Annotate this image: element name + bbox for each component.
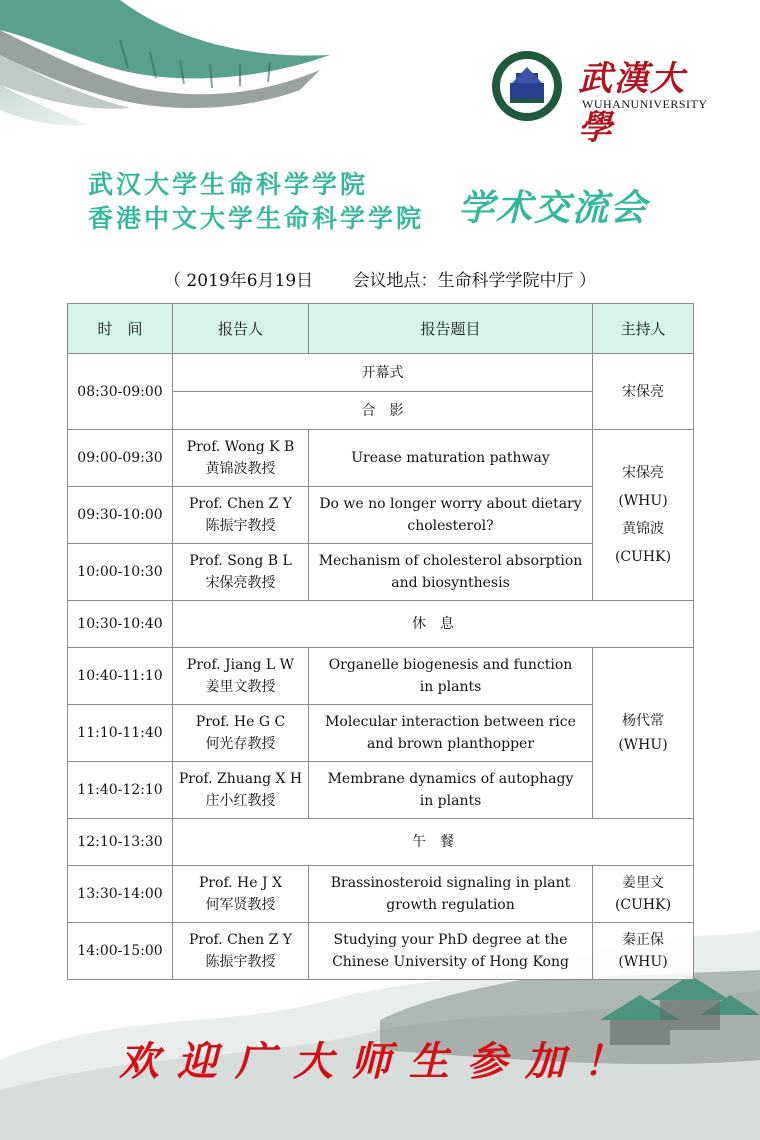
host-name: 杨代常 xyxy=(622,713,664,729)
time-cell: 10:30-10:40 xyxy=(68,601,173,648)
host-name: 秦正保 xyxy=(622,932,664,948)
speaker-en: Prof. Chen Z Y xyxy=(188,932,293,948)
header-speaker: 报告人 xyxy=(173,304,309,354)
header-host: 主持人 xyxy=(593,304,694,354)
time-cell: 09:00-09:30 xyxy=(68,430,173,487)
table-row xyxy=(68,819,694,866)
speaker-en: Prof. He G C xyxy=(195,714,286,730)
table-row xyxy=(68,923,694,980)
host-affiliation: (WHU) xyxy=(618,493,668,509)
topic-line: Membrane dynamics of autophagy xyxy=(327,771,574,787)
university-name-chinese: 武漢大學 xyxy=(578,59,686,148)
topic-cell xyxy=(309,705,593,762)
host-cell xyxy=(593,923,694,980)
lunch-cell: 午 餐 xyxy=(173,819,694,866)
time-cell: 10:00-10:30 xyxy=(68,544,173,601)
topic-line: cholesterol? xyxy=(407,518,494,534)
host-affiliation: (CUHK) xyxy=(614,549,672,565)
topic-cell xyxy=(309,487,593,544)
topic-cell xyxy=(309,923,593,980)
speaker-cn: 何光存教授 xyxy=(205,736,276,752)
topic-line: in plants xyxy=(419,793,482,809)
time-cell: 09:30-10:00 xyxy=(68,487,173,544)
time-cell: 11:10-11:40 xyxy=(68,705,173,762)
time-cell: 08:30-09:00 xyxy=(68,354,173,430)
topic-line: and biosynthesis xyxy=(391,575,510,591)
time-cell: 10:40-11:10 xyxy=(68,648,173,705)
topic-line: Mechanism of cholesterol absorption xyxy=(318,553,583,569)
topic-line: Urease maturation pathway xyxy=(351,450,550,466)
speaker-en: Prof. Chen Z Y xyxy=(188,496,293,512)
speaker-cell xyxy=(173,923,309,980)
group-photo-cell: 合 影 xyxy=(173,392,593,430)
speaker-cn: 陈振宇教授 xyxy=(205,954,276,970)
university-seal-icon xyxy=(490,49,564,123)
table-row xyxy=(68,866,694,923)
topic-line: in plants xyxy=(419,679,482,695)
date-venue-line xyxy=(0,266,760,291)
organizers-title xyxy=(88,168,448,236)
speaker-cn: 黄锦波教授 xyxy=(205,461,276,477)
host-affiliation: (WHU) xyxy=(618,954,668,970)
host-cell xyxy=(593,648,694,819)
host-affiliation: (WHU) xyxy=(618,737,668,753)
table-row xyxy=(68,601,694,648)
speaker-cn: 陈振宇教授 xyxy=(205,518,276,534)
wuhan-university-logo xyxy=(490,45,720,148)
roof-eave-illustration xyxy=(0,0,330,150)
table-row xyxy=(68,430,694,487)
speaker-cell xyxy=(173,705,309,762)
speaker-cell xyxy=(173,866,309,923)
table-row xyxy=(68,648,694,705)
speaker-cell xyxy=(173,487,309,544)
host-name: 宋保亮 xyxy=(622,465,664,481)
event-date: （ 2019年6月19日 xyxy=(164,271,314,291)
time-cell: 11:40-12:10 xyxy=(68,762,173,819)
break-cell: 休 息 xyxy=(173,601,694,648)
time-cell: 13:30-14:00 xyxy=(68,866,173,923)
speaker-en: Prof. Wong K B xyxy=(186,439,295,455)
table-header-row xyxy=(68,304,694,354)
organizer-cuhk: 香港中文大学生命科学学院 xyxy=(88,204,425,233)
host-cell: 宋保亮 xyxy=(593,354,694,430)
organizer-whu: 武汉大学生命科学学院 xyxy=(88,170,369,199)
topic-cell xyxy=(309,648,593,705)
speaker-en: Prof. Song B L xyxy=(189,553,292,569)
topic-line: Molecular interaction between rice xyxy=(325,714,576,730)
host-name: 姜里文 xyxy=(622,875,664,891)
welcome-slogan: 欢迎广大师生参加！ xyxy=(119,1039,641,1085)
speaker-en: Prof. Jiang L W xyxy=(186,657,295,673)
speaker-cn: 庄小红教授 xyxy=(205,793,276,809)
topic-line: growth regulation xyxy=(386,897,515,913)
topic-cell xyxy=(309,430,593,487)
opening-ceremony-cell: 开幕式 xyxy=(173,354,593,392)
topic-cell xyxy=(309,762,593,819)
topic-line: Chinese University of Hong Kong xyxy=(332,954,569,970)
topic-line: Organelle biogenesis and function xyxy=(328,657,573,673)
speaker-cell xyxy=(173,648,309,705)
speaker-cell xyxy=(173,544,309,601)
speaker-cell xyxy=(173,762,309,819)
time-cell: 14:00-15:00 xyxy=(68,923,173,980)
speaker-cn: 姜里文教授 xyxy=(205,679,276,695)
event-venue: 会议地点：生命科学学院中厅 ） xyxy=(352,271,596,291)
speaker-en: Prof. He J X xyxy=(198,875,283,891)
header-topic: 报告题目 xyxy=(309,304,593,354)
host-cell xyxy=(593,430,694,601)
topic-line: Studying your PhD degree at the xyxy=(333,932,568,948)
host-name: 黄锦波 xyxy=(622,521,664,537)
header-time: 时 间 xyxy=(68,304,173,354)
host-cell xyxy=(593,866,694,923)
speaker-cell xyxy=(173,430,309,487)
speaker-en: Prof. Zhuang X H xyxy=(178,771,303,787)
topic-line: and brown planthopper xyxy=(366,736,535,752)
topic-cell xyxy=(309,544,593,601)
schedule-table xyxy=(67,303,694,980)
time-cell: 12:10-13:30 xyxy=(68,819,173,866)
host-affiliation: (CUHK) xyxy=(614,897,672,913)
speaker-cn: 宋保亮教授 xyxy=(205,575,276,591)
topic-line: Do we no longer worry about dietary xyxy=(319,496,582,512)
university-name-english: WUHANUNIVERSITY xyxy=(582,97,708,111)
topic-line: Brassinosteroid signaling in plant xyxy=(330,875,571,891)
topic-cell xyxy=(309,866,593,923)
table-row xyxy=(68,354,694,392)
speaker-cn: 何军贤教授 xyxy=(205,897,276,913)
event-title: 学术交流会 xyxy=(458,188,649,229)
